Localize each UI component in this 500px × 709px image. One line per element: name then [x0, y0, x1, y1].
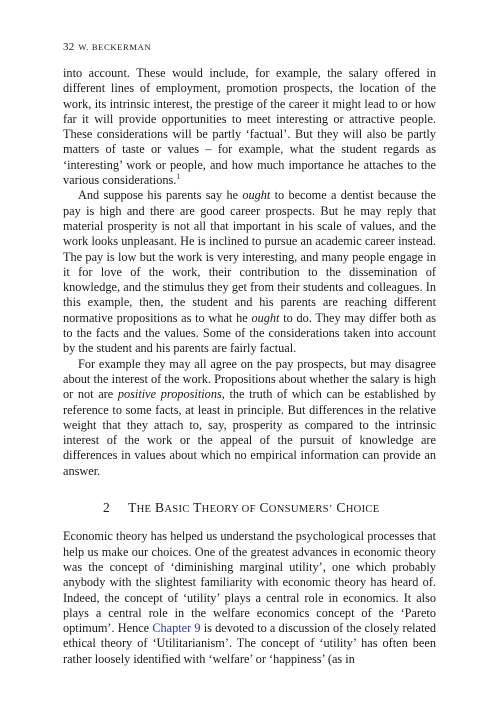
paragraph-4-text-b: is devoted to a discussion of the closely related ethical theory of ‘Utilitarianism’. The concept of ‘utility’ has often been rather loosely identified with ‘welfare’ or ‘happiness’ (as in [63, 621, 436, 666]
emphasis-positive-propositions: positive propositions, [117, 387, 225, 402]
chapter-9-link[interactable]: Chapter 9 [152, 621, 201, 636]
emphasis-ought-1: ought [242, 188, 271, 203]
body-text [63, 66, 436, 667]
paragraph-3-text-c: the truth of which can be established by reference to some facts, at least in principle. But differences in the relative weight that they attach to, say, prosperity as compared to the intrinsic interest of the work or the appeal of the pursuit of knowledge are differences in values about which no empirical information can provide an answer. [63, 387, 436, 478]
paragraph-3-text-a: For example they may all agree on the pay prospects, but may disagree about the interest of the work. Propositions about whether the salary is high or not are [63, 356, 436, 402]
paragraph-2 [63, 188, 436, 356]
paragraph-2-text-e: to do. They may differ both as to the facts and the values. Some of the considerations taken into account by the student and his parents are fairly factual. [63, 310, 436, 356]
section-number: 2 [103, 500, 111, 516]
paragraph-4-text-a: Economic theory has helped us understand the psychological processes that help us make our choices. One of the greatest advances in economic theory was the concept of ‘diminishing marginal utility’, one which probably anybody with the slightest familiarity with economic theory has heard of. Indeed, the concept of ‘utility’ plays a central role in economics. It also plays a central role in the welfare economics concept of the ‘Pareto optimum’. Hence [63, 529, 436, 636]
paragraph-2-text-a: And suppose his parents say he [78, 188, 243, 203]
paragraph-4 [63, 529, 436, 667]
section-title: THE BASIC THEORY OF CONSUMERS’ CHOICE [128, 500, 380, 516]
running-head [63, 41, 151, 53]
author-name: W. BECKERMAN [78, 42, 152, 52]
footnote-ref-1[interactable]: 1 [176, 172, 181, 182]
paragraph-3 [63, 357, 436, 479]
page-number: 32 [63, 41, 75, 53]
paragraph-2-text-c: to become a dentist because the pay is high and there are good career prospects. But he may reply that material prosperity is not all that important in his scale of values, and the work looks unpleasant. He is inclined to pursue an academic career instead. The pay is low but the work is very interesting, and many people engage in it for love of the work, their contribution to the dissemination of knowledge, and the stimulus they get from their students and colleagues. In this example, then, the student and his parents are reaching different normative propositions as to what he [63, 188, 436, 325]
paragraph-1-text: into account. These would include, for example, the salary offered in different lines of employment, promotion prospects, the location of the work, its intrinsic interest, the prestige of the career it might lead to or how far it will provide opportunities to meet interesting or attractive people. These considerations will be partly ‘factual’. But they will also be partly matters of taste or values – for example, what the student regards as ‘interesting’ work or people, and how much importance he attaches to the various considerations. [63, 66, 436, 188]
paragraph-1 [63, 66, 436, 188]
section-heading [63, 500, 436, 517]
emphasis-ought-2: ought [251, 310, 280, 325]
